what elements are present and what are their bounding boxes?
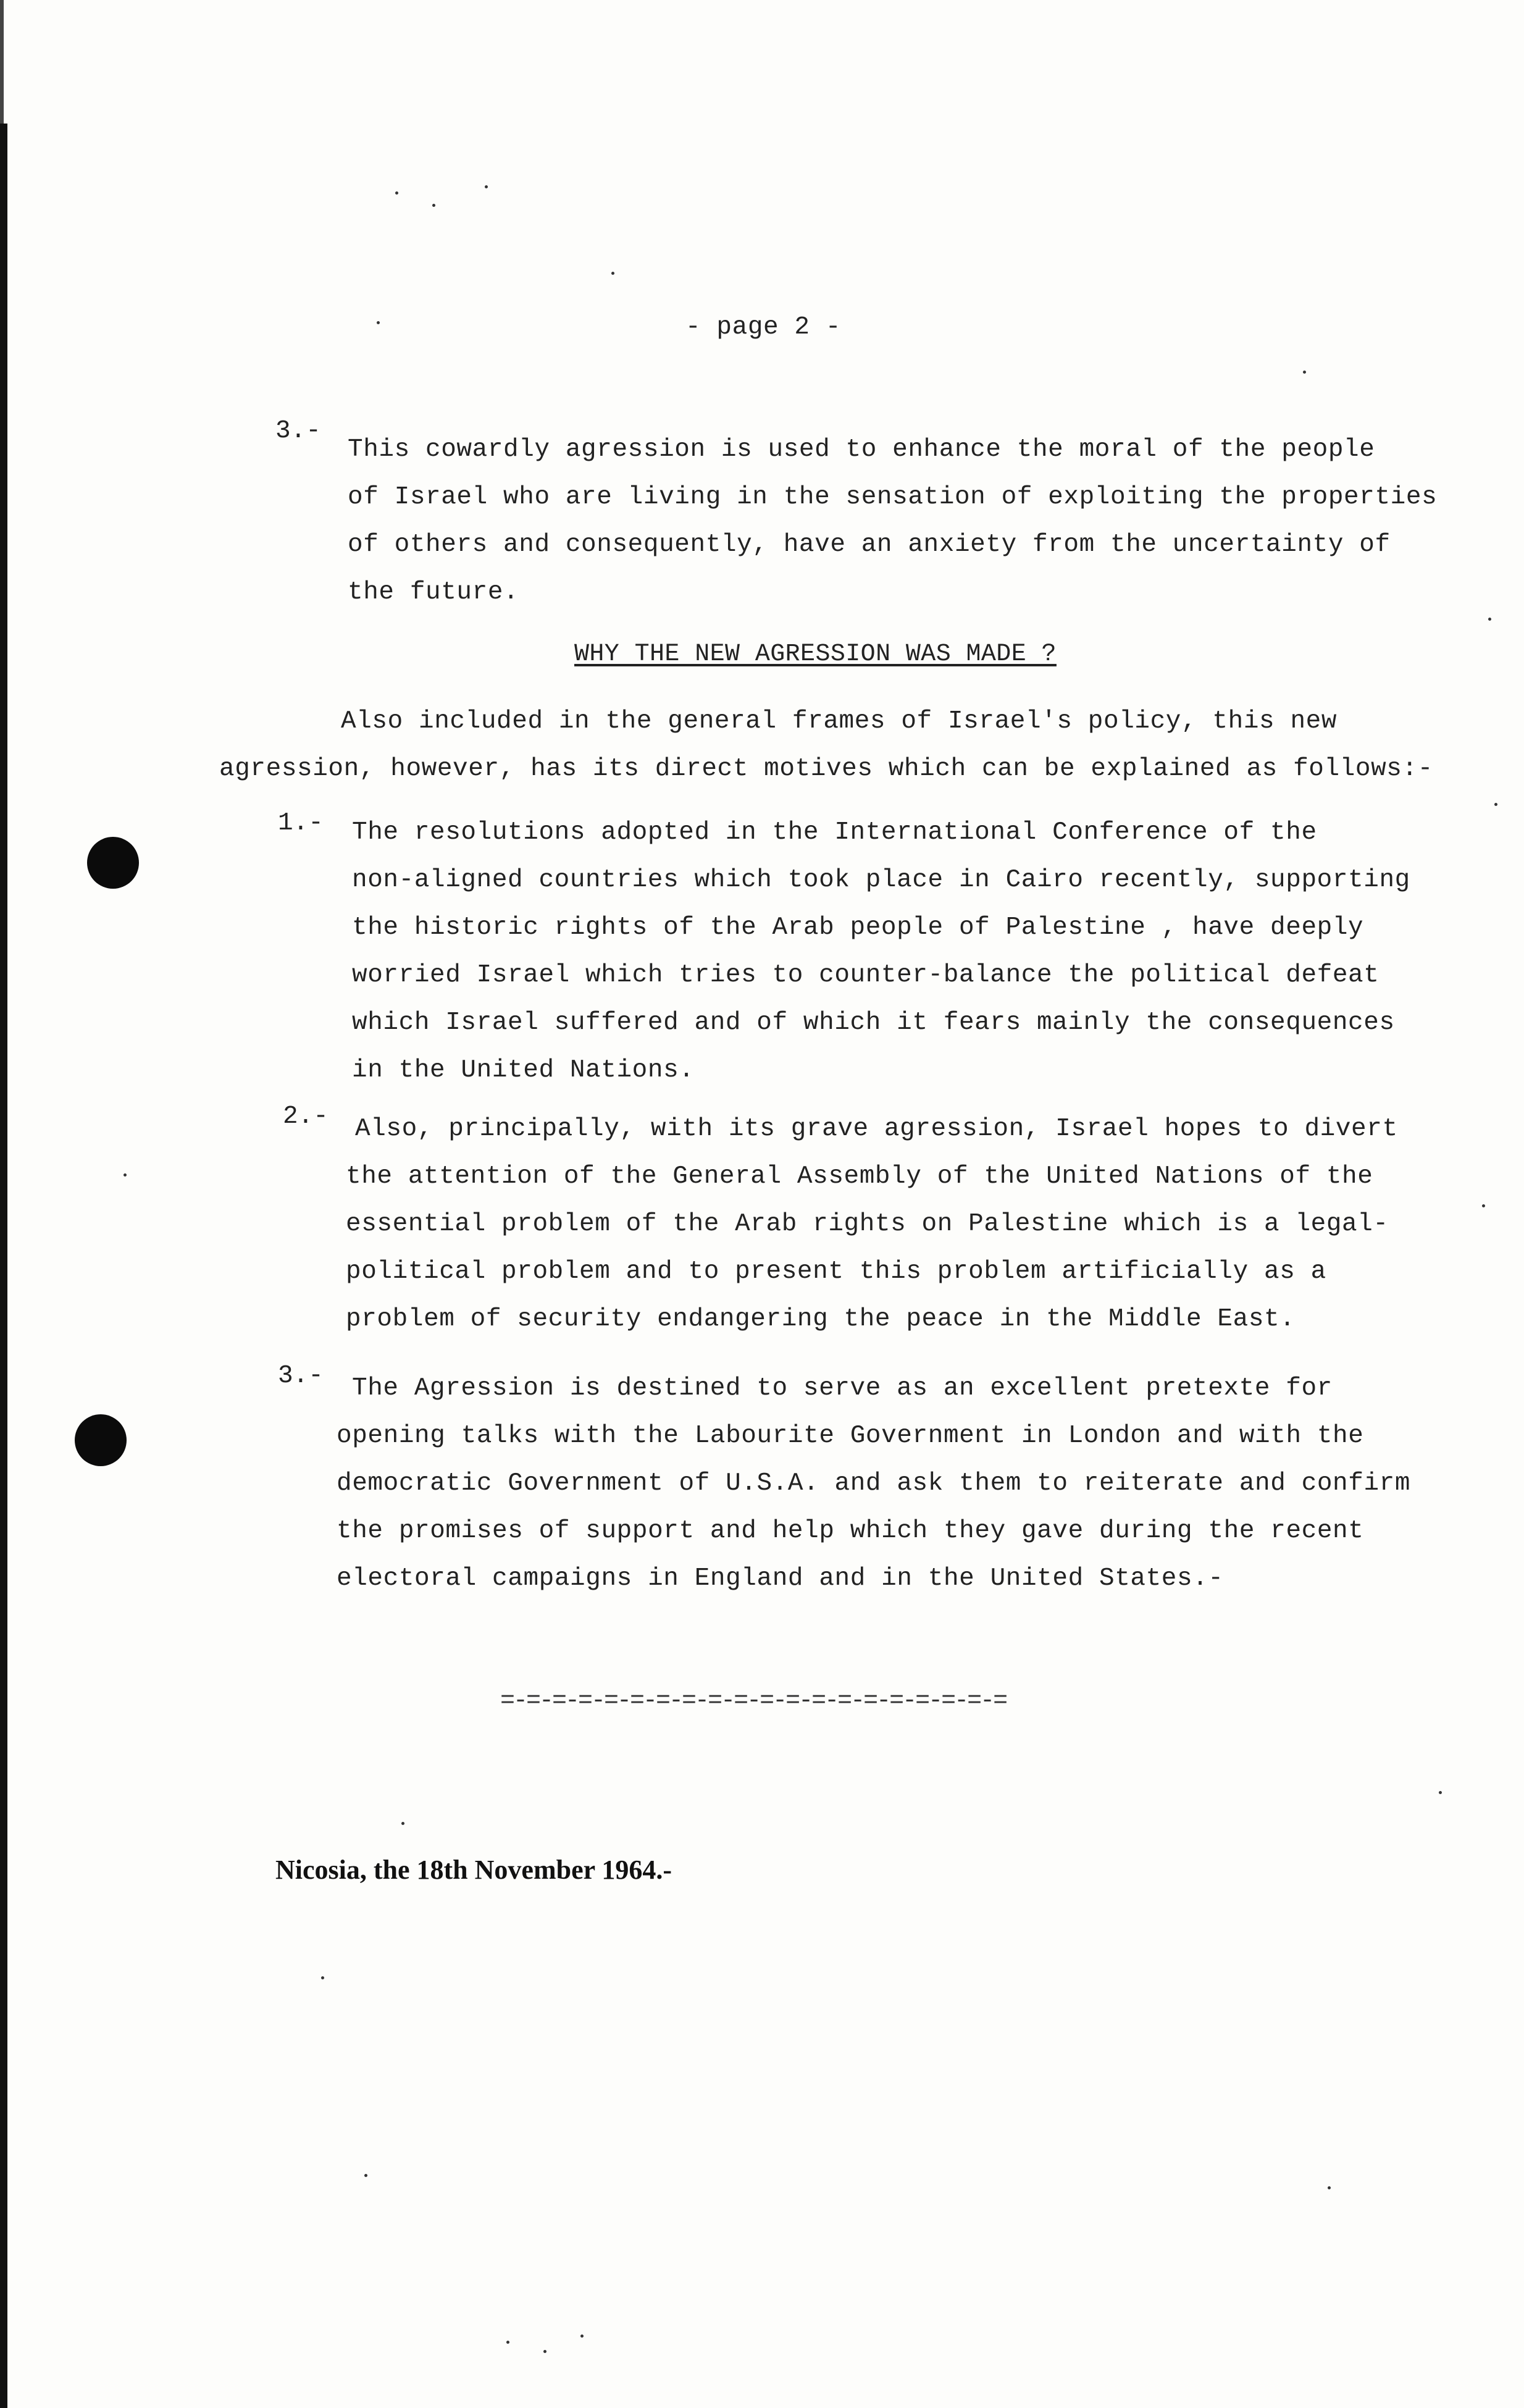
body-line: problem of security endangering the peace in the Middle East. <box>346 1305 1296 1333</box>
body-line: the future. <box>348 578 519 606</box>
body-line: Also, principally, with its grave agression, Israel hopes to divert <box>355 1115 1398 1143</box>
scan-speck <box>485 185 488 188</box>
item-number: 1.- <box>278 809 324 837</box>
scan-speck <box>1482 1204 1485 1207</box>
body-line: the attention of the General Assembly of the United Nations of the <box>346 1162 1373 1191</box>
scan-speck <box>1439 1791 1442 1794</box>
scan-speck <box>124 1173 127 1177</box>
scan-speck <box>1328 2186 1331 2189</box>
section-divider: =-=-=-=-=-=-=-=-=-=-=-=-=-=-=-=-=-=-=-= <box>500 1687 1007 1715</box>
body-line: opening talks with the Labourite Government in London and with the <box>337 1422 1364 1450</box>
scan-speck <box>611 272 614 275</box>
body-line: democratic Government of U.S.A. and ask them to reiterate and confirm <box>337 1469 1411 1498</box>
scan-speck <box>1303 371 1306 374</box>
scan-speck <box>321 1976 324 1979</box>
scan-speck <box>1494 803 1497 806</box>
scan-speck <box>432 204 435 207</box>
punch-hole <box>75 1414 127 1466</box>
body-line: essential problem of the Arab rights on Palestine which is a legal- <box>346 1210 1389 1238</box>
body-line: agression, however, has its direct motives which can be explained as follows:- <box>219 755 1433 783</box>
scan-edge-shadow <box>0 124 7 2408</box>
item-number: 2.- <box>283 1102 329 1131</box>
scan-speck <box>395 191 398 195</box>
body-line: worried Israel which tries to counter-balance the political defeat <box>352 961 1380 989</box>
body-line: the historic rights of the Arab people of Palestine , have deeply <box>352 913 1364 942</box>
body-line: This cowardly agression is used to enhance the moral of the people <box>348 435 1375 464</box>
scan-speck <box>401 1822 404 1825</box>
body-line: in the United Nations. <box>352 1056 695 1084</box>
punch-hole <box>87 837 139 889</box>
item-number: 3.- <box>275 417 321 445</box>
scan-speck <box>543 2350 546 2353</box>
place-and-date: Nicosia, the 18th November 1964.- <box>275 1855 672 1885</box>
body-line: political problem and to present this problem artificially as a <box>346 1257 1326 1286</box>
item-number: 3.- <box>278 1362 324 1390</box>
body-line: electoral campaigns in England and in the United States.- <box>337 1564 1224 1593</box>
body-line: non-aligned countries which took place in Cairo recently, supporting <box>352 866 1410 894</box>
body-line: the promises of support and help which they gave during the recent <box>337 1517 1364 1545</box>
page-number: - page 2 - <box>685 313 842 342</box>
body-line: of others and consequently, have an anxiety from the uncertainty of <box>348 531 1391 559</box>
scan-speck <box>506 2341 509 2344</box>
body-line: The Agression is destined to serve as an excellent pretexte for <box>352 1374 1333 1403</box>
scan-speck <box>377 321 380 324</box>
body-line: Also included in the general frames of Israel's policy, this new <box>341 707 1338 736</box>
body-line: which Israel suffered and of which it fears mainly the consequences <box>352 1009 1395 1037</box>
body-line: The resolutions adopted in the International Conference of the <box>352 818 1317 847</box>
scan-speck <box>1488 618 1491 621</box>
body-line: of Israel who are living in the sensation of exploiting the properties <box>348 483 1438 511</box>
scan-speck <box>580 2335 584 2338</box>
scan-edge-shadow <box>0 0 4 124</box>
section-heading: WHY THE NEW AGRESSION WAS MADE ? <box>574 640 1057 668</box>
scan-speck <box>364 2174 367 2177</box>
